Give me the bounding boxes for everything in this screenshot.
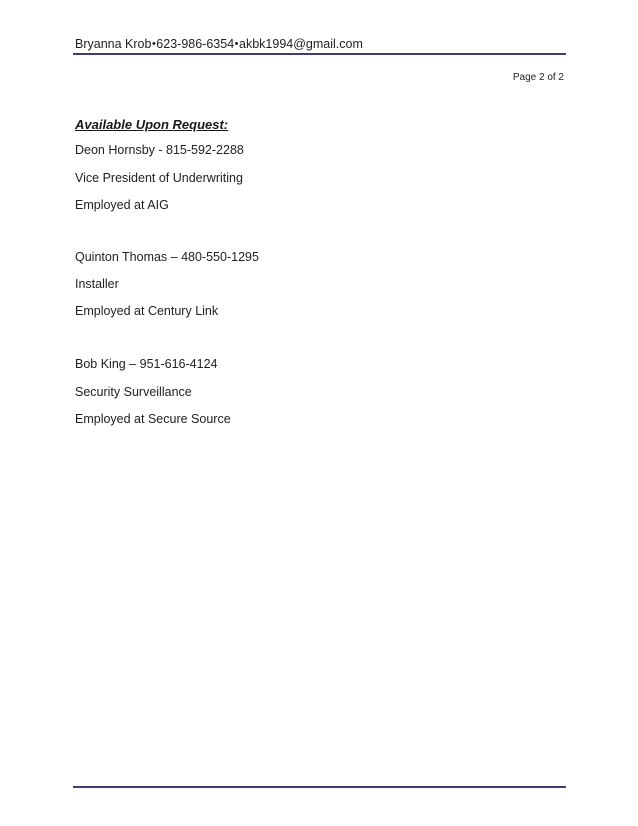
reference-1-name-phone: Deon Hornsby - 815-592-2288 — [75, 143, 244, 157]
reference-2-title: Installer — [75, 277, 119, 291]
contact-header — [75, 37, 363, 51]
header-email: akbk1994@gmail.com — [239, 37, 363, 51]
bullet-separator: • — [151, 38, 156, 50]
footer-divider — [73, 786, 566, 788]
reference-2-name-phone: Quinton Thomas – 480-550-1295 — [75, 250, 259, 264]
reference-1-title: Vice President of Underwriting — [75, 171, 243, 185]
header-divider — [73, 53, 566, 55]
section-title: Available Upon Request: — [75, 117, 229, 132]
reference-2-employer: Employed at Century Link — [75, 304, 219, 318]
reference-3-employer: Employed at Secure Source — [75, 412, 231, 426]
reference-3-name-phone: Bob King – 951-616-4124 — [75, 357, 218, 371]
page-number: Page 2 of 2 — [512, 72, 564, 83]
header-name: Bryanna Krob — [75, 37, 152, 51]
reference-1-employer: Employed at AIG — [75, 198, 169, 212]
reference-3-title: Security Surveillance — [75, 385, 192, 399]
header-phone: 623-986-6354 — [156, 37, 235, 51]
bullet-separator: • — [234, 38, 239, 50]
